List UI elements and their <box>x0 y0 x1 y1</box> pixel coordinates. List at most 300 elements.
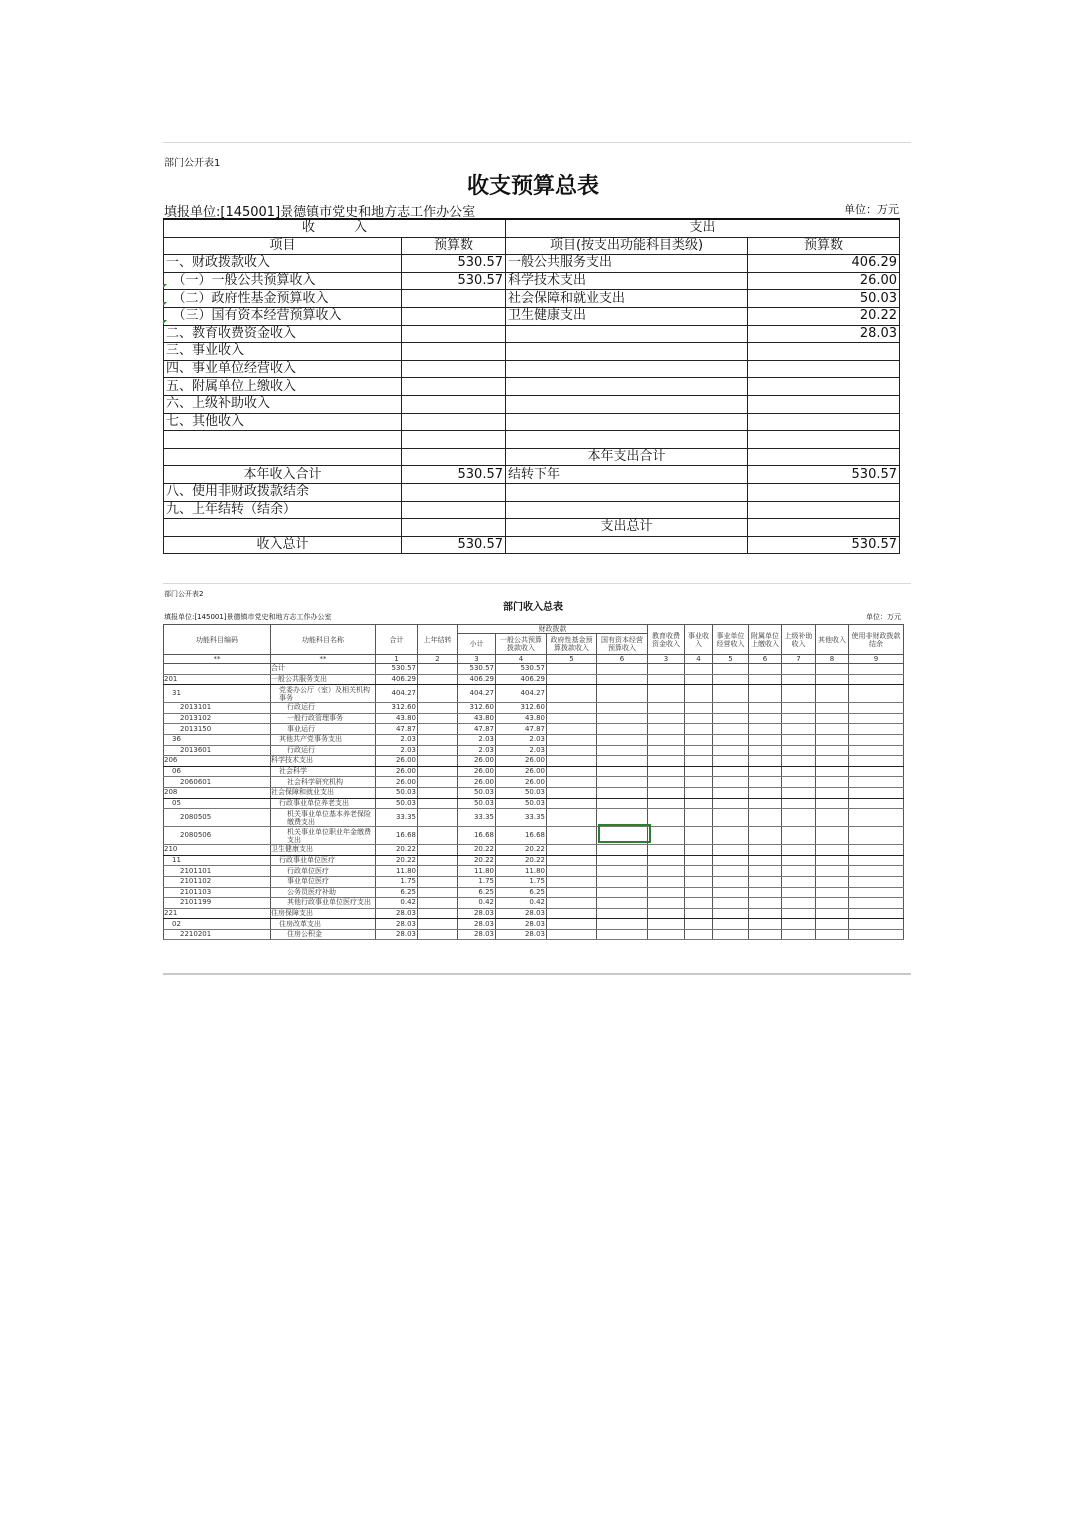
cell-fund <box>547 827 597 845</box>
cell-bizop <box>713 898 749 909</box>
cell-name: 行政事业单位医疗 <box>271 855 376 866</box>
summary-row <box>164 360 900 378</box>
sheet-tag: 部门公开表2 <box>164 590 204 598</box>
cell-bizop <box>713 827 749 845</box>
cell-upper <box>782 734 816 745</box>
cell-fund <box>547 734 597 745</box>
cell-b <box>402 307 506 325</box>
cell-bizop <box>713 855 749 866</box>
sheet-department-income <box>163 583 911 975</box>
cell-state <box>597 866 648 877</box>
table-row <box>164 898 904 909</box>
cell-affil <box>749 827 782 845</box>
cell-name: 机关事业单位基本养老保险缴费支出 <box>271 809 376 827</box>
cell-total: 0.42 <box>376 898 418 909</box>
cell-edu <box>648 703 685 714</box>
cell-code: 2013101 <box>164 703 271 714</box>
cell-fund <box>547 798 597 809</box>
cell-general: 530.57 <box>496 664 547 675</box>
cell-upper <box>782 827 816 845</box>
table-row <box>164 887 904 898</box>
h-fund: 政府性基金预算拨款收入 <box>547 634 597 655</box>
cell-sub: 1.75 <box>458 876 496 887</box>
cell-sub: 11.80 <box>458 866 496 877</box>
summary-row <box>164 255 900 273</box>
cell-a: 四、事业单位经营收入 <box>164 360 402 378</box>
cell-b <box>402 395 506 413</box>
summary-row <box>164 307 900 325</box>
cell-sub: 26.00 <box>458 756 496 767</box>
cell-edu <box>648 777 685 788</box>
cell-carry <box>418 798 458 809</box>
cell-code: 206 <box>164 756 271 767</box>
cell-d: 20.22 <box>748 307 900 325</box>
cell-upper <box>782 685 816 703</box>
table-row <box>164 685 904 703</box>
cell-sub: 530.57 <box>458 664 496 675</box>
cell-biz <box>685 703 713 714</box>
cell-biz <box>685 898 713 909</box>
cell-upper <box>782 745 816 756</box>
cell-name: 一般行政管理事务 <box>271 713 376 724</box>
cell-bizop <box>713 766 749 777</box>
cell-code: 2013601 <box>164 745 271 756</box>
cell-bizop <box>713 745 749 756</box>
cell-c <box>506 395 748 413</box>
cell-carry <box>418 876 458 887</box>
cell-fund <box>547 866 597 877</box>
cell-nonfiscal <box>849 745 904 756</box>
cell-biz <box>685 798 713 809</box>
cell-total: 6.25 <box>376 887 418 898</box>
cell-fund <box>547 703 597 714</box>
cell-carry <box>418 908 458 919</box>
table-row <box>164 876 904 887</box>
sheet-income-expense-summary <box>163 142 911 563</box>
cell-code: 2060601 <box>164 777 271 788</box>
cell-nonfiscal <box>849 674 904 685</box>
cell-edu <box>648 866 685 877</box>
cell-fund <box>547 887 597 898</box>
cell-fund <box>547 756 597 767</box>
cell-name: 事业单位医疗 <box>271 876 376 887</box>
cell-d <box>748 519 900 537</box>
cell-state <box>597 929 648 940</box>
cell-affil <box>749 898 782 909</box>
cell-state <box>597 724 648 735</box>
cell-fund <box>547 685 597 703</box>
cell-total: 16.68 <box>376 827 418 845</box>
cell-carry <box>418 929 458 940</box>
cell-carry <box>418 766 458 777</box>
cell-sub: 33.35 <box>458 809 496 827</box>
cell-sub: 43.80 <box>458 713 496 724</box>
cell-c <box>506 501 748 519</box>
cell-bizop <box>713 777 749 788</box>
cell-state <box>597 777 648 788</box>
cell-affil <box>749 866 782 877</box>
cell-biz <box>685 855 713 866</box>
cell-state <box>597 798 648 809</box>
cell-a <box>164 431 402 449</box>
summary-table <box>163 218 900 554</box>
cell-sub: 50.03 <box>458 787 496 798</box>
cell-carry <box>418 713 458 724</box>
cell-nonfiscal <box>849 685 904 703</box>
cell-name: 一般公共服务支出 <box>271 674 376 685</box>
cell-name: 社会科学研究机构 <box>271 777 376 788</box>
cell-general: 26.00 <box>496 766 547 777</box>
cell-sub: 312.60 <box>458 703 496 714</box>
cell-b <box>402 290 506 308</box>
cell-code: 2101103 <box>164 887 271 898</box>
sheet-tag: 部门公开表1 <box>164 158 221 169</box>
cell-nonfiscal <box>849 898 904 909</box>
cell-b <box>402 343 506 361</box>
cell-carry <box>418 827 458 845</box>
cell-b <box>402 448 506 466</box>
cell-upper <box>782 713 816 724</box>
cell-nonfiscal <box>849 919 904 930</box>
cell-d <box>748 501 900 519</box>
cell-biz <box>685 866 713 877</box>
cell-nonfiscal <box>849 876 904 887</box>
cell-total: 43.80 <box>376 713 418 724</box>
cell-upper <box>782 887 816 898</box>
cell-code: 208 <box>164 787 271 798</box>
cell-other <box>816 855 849 866</box>
cell-nonfiscal <box>849 787 904 798</box>
cell-fund <box>547 809 597 827</box>
cell-affil <box>749 724 782 735</box>
cell-name: 其他行政事业单位医疗支出 <box>271 898 376 909</box>
cell-general: 26.00 <box>496 756 547 767</box>
cell-edu <box>648 887 685 898</box>
cell-upper <box>782 898 816 909</box>
cell-name: 社会保障和就业支出 <box>271 787 376 798</box>
cell-code: 36 <box>164 734 271 745</box>
summary-row <box>164 290 900 308</box>
cell-upper <box>782 703 816 714</box>
table-row <box>164 777 904 788</box>
cell-biz <box>685 745 713 756</box>
cell-code: 2210201 <box>164 929 271 940</box>
cell-biz <box>685 734 713 745</box>
cell-name: 公务员医疗补助 <box>271 887 376 898</box>
h-edu: 教育收费资金收入 <box>648 625 685 655</box>
cell-biz <box>685 766 713 777</box>
table-row <box>164 674 904 685</box>
cell-code: 05 <box>164 798 271 809</box>
h-total: 合计 <box>376 625 418 655</box>
cell-other <box>816 929 849 940</box>
table-row <box>164 809 904 827</box>
cell-general: 2.03 <box>496 734 547 745</box>
table-row <box>164 756 904 767</box>
cell-c <box>506 343 748 361</box>
cell-fund <box>547 876 597 887</box>
index-cell: 2 <box>418 655 458 664</box>
cell-total: 406.29 <box>376 674 418 685</box>
cell-edu <box>648 919 685 930</box>
cell-nonfiscal <box>849 845 904 856</box>
h-nonfiscal: 使用非财政拨款结余 <box>849 625 904 655</box>
cell-code: 2101199 <box>164 898 271 909</box>
index-cell: 9 <box>849 655 904 664</box>
summary-row <box>164 395 900 413</box>
cell-bizop <box>713 929 749 940</box>
cell-general: 11.80 <box>496 866 547 877</box>
cell-c <box>506 413 748 431</box>
cell-b <box>402 483 506 501</box>
cell-name: 住房保障支出 <box>271 908 376 919</box>
cell-biz <box>685 756 713 767</box>
cell-nonfiscal <box>849 703 904 714</box>
cell-a: 三、事业收入 <box>164 343 402 361</box>
cell-nonfiscal <box>849 809 904 827</box>
cell-edu <box>648 766 685 777</box>
cell-code: 2013150 <box>164 724 271 735</box>
table-row <box>164 703 904 714</box>
cell-code: 2101101 <box>164 866 271 877</box>
cell-c <box>506 360 748 378</box>
cell-other <box>816 777 849 788</box>
cell-bizop <box>713 713 749 724</box>
cell-d <box>748 483 900 501</box>
cell-b <box>402 378 506 396</box>
cell-carry <box>418 887 458 898</box>
cell-code: 201 <box>164 674 271 685</box>
cell-sub: 2.03 <box>458 734 496 745</box>
cell-carry <box>418 756 458 767</box>
cell-carry <box>418 809 458 827</box>
table-row <box>164 798 904 809</box>
cell-fund <box>547 766 597 777</box>
cell-total: 50.03 <box>376 787 418 798</box>
selected-cell[interactable] <box>598 824 651 843</box>
summary-row <box>164 272 900 290</box>
cell-fund <box>547 898 597 909</box>
cell-upper <box>782 724 816 735</box>
cell-carry <box>418 724 458 735</box>
cell-affil <box>749 713 782 724</box>
h-state: 国有资本经营预算收入 <box>597 634 648 655</box>
cell-fund <box>547 787 597 798</box>
cell-state <box>597 919 648 930</box>
cell-fund <box>547 845 597 856</box>
cell-other <box>816 703 849 714</box>
cell-biz <box>685 713 713 724</box>
cell-edu <box>648 787 685 798</box>
cell-biz <box>685 724 713 735</box>
table-row <box>164 664 904 675</box>
cell-bizop <box>713 724 749 735</box>
cell-carry <box>418 855 458 866</box>
cell-code: 2013102 <box>164 713 271 724</box>
h-biz: 事业收入 <box>685 625 713 655</box>
cell-d: 26.00 <box>748 272 900 290</box>
cell-total: 2.03 <box>376 745 418 756</box>
cell-nonfiscal <box>849 798 904 809</box>
cell-upper <box>782 855 816 866</box>
cell-code: 2080506 <box>164 827 271 845</box>
table-row <box>164 908 904 919</box>
cell-fund <box>547 929 597 940</box>
table-row <box>164 787 904 798</box>
cell-carry <box>418 734 458 745</box>
cell-total: 20.22 <box>376 855 418 866</box>
cell-a <box>164 519 402 537</box>
cell-sub: 0.42 <box>458 898 496 909</box>
cell-carry <box>418 787 458 798</box>
cell-edu <box>648 876 685 887</box>
cell-affil <box>749 929 782 940</box>
cell-c: 结转下年 <box>506 466 748 484</box>
cell-state <box>597 756 648 767</box>
index-cell: 4 <box>685 655 713 664</box>
cell-b <box>402 360 506 378</box>
cell-state <box>597 703 648 714</box>
table-row <box>164 724 904 735</box>
cell-other <box>816 798 849 809</box>
cell-sub: 28.03 <box>458 908 496 919</box>
cell-edu <box>648 685 685 703</box>
cell-edu <box>648 734 685 745</box>
cell-upper <box>782 674 816 685</box>
error-indicator-icon <box>163 284 167 288</box>
cell-name: 行政运行 <box>271 745 376 756</box>
cell-general: 20.22 <box>496 855 547 866</box>
cell-state <box>597 908 648 919</box>
cell-edu <box>648 713 685 724</box>
col-exp-budget: 预算数 <box>748 237 900 255</box>
summary-row <box>164 431 900 449</box>
cell-other <box>816 734 849 745</box>
cell-affil <box>749 685 782 703</box>
cell-general: 404.27 <box>496 685 547 703</box>
cell-d <box>748 378 900 396</box>
cell-state <box>597 664 648 675</box>
cell-a <box>164 448 402 466</box>
cell-other <box>816 674 849 685</box>
cell-general: 47.87 <box>496 724 547 735</box>
cell-other <box>816 766 849 777</box>
col-exp-item: 项目(按支出功能科目类级) <box>506 237 748 255</box>
cell-other <box>816 827 849 845</box>
cell-c: 卫生健康支出 <box>506 307 748 325</box>
cell-total: 26.00 <box>376 777 418 788</box>
summary-row <box>164 325 900 343</box>
cell-fund <box>547 664 597 675</box>
cell-bizop <box>713 908 749 919</box>
cell-general: 312.60 <box>496 703 547 714</box>
cell-state <box>597 855 648 866</box>
cell-sub: 50.03 <box>458 798 496 809</box>
cell-fund <box>547 674 597 685</box>
cell-nonfiscal <box>849 664 904 675</box>
h-other: 其他收入 <box>816 625 849 655</box>
cell-sub: 16.68 <box>458 827 496 845</box>
cell-general: 43.80 <box>496 713 547 724</box>
error-indicator-icon <box>163 320 167 324</box>
cell-upper <box>782 919 816 930</box>
cell-biz <box>685 685 713 703</box>
index-cell: 3 <box>648 655 685 664</box>
cell-upper <box>782 787 816 798</box>
cell-c: 本年支出合计 <box>506 448 748 466</box>
cell-upper <box>782 809 816 827</box>
cell-name: 党委办公厅（室）及相关机构事务 <box>271 685 376 703</box>
cell-bizop <box>713 809 749 827</box>
cell-other <box>816 898 849 909</box>
cell-edu <box>648 674 685 685</box>
error-indicator-icon <box>163 302 167 306</box>
cell-name: 卫生健康支出 <box>271 845 376 856</box>
cell-upper <box>782 777 816 788</box>
cell-carry <box>418 777 458 788</box>
cell-other <box>816 876 849 887</box>
cell-affil <box>749 908 782 919</box>
cell-upper <box>782 664 816 675</box>
cell-upper <box>782 766 816 777</box>
table-row <box>164 713 904 724</box>
cell-sub: 47.87 <box>458 724 496 735</box>
cell-b <box>402 325 506 343</box>
cell-total: 26.00 <box>376 766 418 777</box>
cell-sub: 404.27 <box>458 685 496 703</box>
table-row <box>164 866 904 877</box>
cell-state <box>597 845 648 856</box>
cell-upper <box>782 929 816 940</box>
cell-c <box>506 325 748 343</box>
cell-code: 2080505 <box>164 809 271 827</box>
summary-row <box>164 519 900 537</box>
cell-bizop <box>713 756 749 767</box>
cell-upper <box>782 798 816 809</box>
cell-a: 七、其他收入 <box>164 413 402 431</box>
cell-code: 210 <box>164 845 271 856</box>
cell-total: 33.35 <box>376 809 418 827</box>
unit-label: 单位：万元 <box>844 203 899 216</box>
cell-edu <box>648 898 685 909</box>
index-cell: 5 <box>547 655 597 664</box>
cell-a: 二、教育收费资金收入 <box>164 325 402 343</box>
cell-affil <box>749 787 782 798</box>
cell-nonfiscal <box>849 734 904 745</box>
cell-bizop <box>713 887 749 898</box>
cell-name: 其他共产党事务支出 <box>271 734 376 745</box>
cell-biz <box>685 929 713 940</box>
cell-affil <box>749 703 782 714</box>
table-row <box>164 766 904 777</box>
cell-a: 一、财政拨款收入 <box>164 255 402 273</box>
cell-nonfiscal <box>849 887 904 898</box>
cell-carry <box>418 703 458 714</box>
index-cell: ** <box>164 655 271 664</box>
cell-edu <box>648 809 685 827</box>
cell-affil <box>749 876 782 887</box>
h-sub: 小计 <box>458 634 496 655</box>
cell-total: 28.03 <box>376 908 418 919</box>
cell-b <box>402 431 506 449</box>
cell-nonfiscal <box>849 766 904 777</box>
cell-biz <box>685 845 713 856</box>
cell-bizop <box>713 787 749 798</box>
cell-sub: 406.29 <box>458 674 496 685</box>
cell-nonfiscal <box>849 756 904 767</box>
summary-row <box>164 378 900 396</box>
index-cell: 1 <box>376 655 418 664</box>
